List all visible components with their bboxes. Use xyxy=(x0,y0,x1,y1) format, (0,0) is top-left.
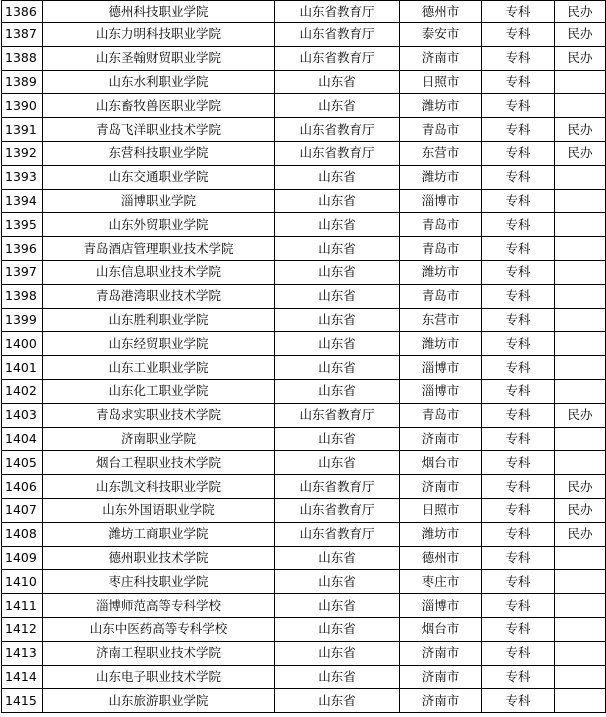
city-cell: 德州市 xyxy=(400,546,482,570)
school-name-cell: 德州科技职业学院 xyxy=(43,1,275,23)
row-number-cell: 1400 xyxy=(2,332,43,356)
city-cell: 济南市 xyxy=(400,641,482,665)
ownership-cell: 民办 xyxy=(555,475,606,499)
city-cell: 济南市 xyxy=(400,689,482,713)
table-row xyxy=(2,237,606,261)
ownership-cell xyxy=(555,94,606,118)
authority-cell: 山东省 xyxy=(275,237,400,261)
ownership-cell xyxy=(555,665,606,689)
city-cell: 德州市 xyxy=(400,1,482,23)
level-cell: 专科 xyxy=(482,213,555,237)
table-row xyxy=(2,260,606,284)
table-row xyxy=(2,665,606,689)
school-name-cell: 德州职业技术学院 xyxy=(43,546,275,570)
ownership-cell: 民办 xyxy=(555,498,606,522)
table-row xyxy=(2,165,606,189)
authority-cell: 山东省 xyxy=(275,546,400,570)
school-name-cell: 山东信息职业技术学院 xyxy=(43,260,275,284)
ownership-cell xyxy=(555,70,606,94)
level-cell: 专科 xyxy=(482,403,555,427)
row-number-cell: 1407 xyxy=(2,498,43,522)
level-cell: 专科 xyxy=(482,617,555,641)
table-row xyxy=(2,284,606,308)
school-name-cell: 枣庄科技职业学院 xyxy=(43,570,275,594)
table-row xyxy=(2,641,606,665)
level-cell: 专科 xyxy=(482,94,555,118)
level-cell: 专科 xyxy=(482,332,555,356)
authority-cell: 山东省教育厅 xyxy=(275,118,400,142)
table-row xyxy=(2,570,606,594)
level-cell: 专科 xyxy=(482,141,555,165)
row-number-cell: 1387 xyxy=(2,23,43,47)
ownership-cell xyxy=(555,379,606,403)
ownership-cell xyxy=(555,427,606,451)
table-row xyxy=(2,189,606,213)
authority-cell: 山东省 xyxy=(275,570,400,594)
ownership-cell xyxy=(555,165,606,189)
city-cell: 潍坊市 xyxy=(400,260,482,284)
school-name-cell: 山东外国语职业学院 xyxy=(43,498,275,522)
school-name-cell: 济南职业学院 xyxy=(43,427,275,451)
ownership-cell: 民办 xyxy=(555,23,606,47)
ownership-cell: 民办 xyxy=(555,141,606,165)
authority-cell: 山东省 xyxy=(275,332,400,356)
authority-cell: 山东省 xyxy=(275,189,400,213)
school-name-cell: 山东圣翰财贸职业学院 xyxy=(43,46,275,70)
school-name-cell: 山东工业职业学院 xyxy=(43,356,275,380)
row-number-cell: 1397 xyxy=(2,260,43,284)
table-row xyxy=(2,403,606,427)
row-number-cell: 1402 xyxy=(2,379,43,403)
table-row xyxy=(2,522,606,546)
school-name-cell: 青岛酒店管理职业技术学院 xyxy=(43,237,275,261)
authority-cell: 山东省教育厅 xyxy=(275,403,400,427)
level-cell: 专科 xyxy=(482,475,555,499)
city-cell: 青岛市 xyxy=(400,118,482,142)
level-cell: 专科 xyxy=(482,570,555,594)
table-row xyxy=(2,617,606,641)
row-number-cell: 1392 xyxy=(2,141,43,165)
row-number-cell: 1394 xyxy=(2,189,43,213)
row-number-cell: 1412 xyxy=(2,617,43,641)
ownership-cell xyxy=(555,260,606,284)
table-row xyxy=(2,356,606,380)
row-number-cell: 1388 xyxy=(2,46,43,70)
level-cell: 专科 xyxy=(482,284,555,308)
school-name-cell: 山东凯文科技职业学院 xyxy=(43,475,275,499)
table-row xyxy=(2,475,606,499)
ownership-cell: 民办 xyxy=(555,1,606,23)
table-row xyxy=(2,379,606,403)
level-cell: 专科 xyxy=(482,165,555,189)
school-name-cell: 山东交通职业学院 xyxy=(43,165,275,189)
row-number-cell: 1413 xyxy=(2,641,43,665)
authority-cell: 山东省 xyxy=(275,165,400,189)
level-cell: 专科 xyxy=(482,1,555,23)
authority-cell: 山东省教育厅 xyxy=(275,141,400,165)
school-name-cell: 山东旅游职业学院 xyxy=(43,689,275,713)
ownership-cell xyxy=(555,617,606,641)
authority-cell: 山东省 xyxy=(275,70,400,94)
level-cell: 专科 xyxy=(482,427,555,451)
school-name-cell: 青岛港湾职业技术学院 xyxy=(43,284,275,308)
authority-cell: 山东省 xyxy=(275,617,400,641)
authority-cell: 山东省 xyxy=(275,260,400,284)
table-row xyxy=(2,70,606,94)
school-name-cell: 山东化工职业学院 xyxy=(43,379,275,403)
city-cell: 潍坊市 xyxy=(400,165,482,189)
row-number-cell: 1396 xyxy=(2,237,43,261)
ownership-cell xyxy=(555,308,606,332)
table-row xyxy=(2,451,606,475)
table-row xyxy=(2,498,606,522)
row-number-cell: 1393 xyxy=(2,165,43,189)
ownership-cell xyxy=(555,641,606,665)
table-row xyxy=(2,46,606,70)
city-cell: 青岛市 xyxy=(400,213,482,237)
ownership-cell: 民办 xyxy=(555,118,606,142)
city-cell: 淄博市 xyxy=(400,379,482,403)
row-number-cell: 1411 xyxy=(2,594,43,618)
school-name-cell: 淄博师范高等专科学校 xyxy=(43,594,275,618)
ownership-cell: 民办 xyxy=(555,403,606,427)
school-name-cell: 山东力明科技职业学院 xyxy=(43,23,275,47)
ownership-cell xyxy=(555,689,606,713)
authority-cell: 山东省教育厅 xyxy=(275,522,400,546)
city-cell: 济南市 xyxy=(400,475,482,499)
city-cell: 烟台市 xyxy=(400,451,482,475)
authority-cell: 山东省 xyxy=(275,594,400,618)
ownership-cell: 民办 xyxy=(555,46,606,70)
school-name-cell: 东营科技职业学院 xyxy=(43,141,275,165)
row-number-cell: 1399 xyxy=(2,308,43,332)
row-number-cell: 1414 xyxy=(2,665,43,689)
row-number-cell: 1409 xyxy=(2,546,43,570)
school-name-cell: 济南工程职业技术学院 xyxy=(43,641,275,665)
row-number-cell: 1406 xyxy=(2,475,43,499)
city-cell: 东营市 xyxy=(400,308,482,332)
level-cell: 专科 xyxy=(482,237,555,261)
city-cell: 济南市 xyxy=(400,46,482,70)
authority-cell: 山东省 xyxy=(275,356,400,380)
table-row xyxy=(2,594,606,618)
level-cell: 专科 xyxy=(482,451,555,475)
level-cell: 专科 xyxy=(482,522,555,546)
ownership-cell xyxy=(555,594,606,618)
authority-cell: 山东省教育厅 xyxy=(275,475,400,499)
school-name-cell: 山东胜利职业学院 xyxy=(43,308,275,332)
city-cell: 东营市 xyxy=(400,141,482,165)
level-cell: 专科 xyxy=(482,189,555,213)
row-number-cell: 1408 xyxy=(2,522,43,546)
level-cell: 专科 xyxy=(482,689,555,713)
ownership-cell xyxy=(555,237,606,261)
authority-cell: 山东省教育厅 xyxy=(275,1,400,23)
ownership-cell xyxy=(555,546,606,570)
table-body xyxy=(2,1,606,713)
level-cell: 专科 xyxy=(482,665,555,689)
city-cell: 青岛市 xyxy=(400,237,482,261)
authority-cell: 山东省 xyxy=(275,427,400,451)
row-number-cell: 1410 xyxy=(2,570,43,594)
school-name-cell: 淄博职业学院 xyxy=(43,189,275,213)
city-cell: 济南市 xyxy=(400,427,482,451)
row-number-cell: 1390 xyxy=(2,94,43,118)
row-number-cell: 1405 xyxy=(2,451,43,475)
school-name-cell: 山东电子职业技术学院 xyxy=(43,665,275,689)
level-cell: 专科 xyxy=(482,356,555,380)
authority-cell: 山东省 xyxy=(275,284,400,308)
table-row xyxy=(2,94,606,118)
ownership-cell xyxy=(555,570,606,594)
city-cell: 济南市 xyxy=(400,665,482,689)
city-cell: 淄博市 xyxy=(400,356,482,380)
level-cell: 专科 xyxy=(482,641,555,665)
city-cell: 潍坊市 xyxy=(400,522,482,546)
authority-cell: 山东省教育厅 xyxy=(275,498,400,522)
level-cell: 专科 xyxy=(482,594,555,618)
authority-cell: 山东省教育厅 xyxy=(275,23,400,47)
level-cell: 专科 xyxy=(482,23,555,47)
table-row xyxy=(2,141,606,165)
school-name-cell: 青岛求实职业技术学院 xyxy=(43,403,275,427)
city-cell: 潍坊市 xyxy=(400,332,482,356)
school-name-cell: 山东水利职业学院 xyxy=(43,70,275,94)
table-row xyxy=(2,118,606,142)
authority-cell: 山东省 xyxy=(275,689,400,713)
row-number-cell: 1395 xyxy=(2,213,43,237)
school-name-cell: 山东畜牧兽医职业学院 xyxy=(43,94,275,118)
school-name-cell: 烟台工程职业技术学院 xyxy=(43,451,275,475)
authority-cell: 山东省 xyxy=(275,451,400,475)
ownership-cell xyxy=(555,213,606,237)
city-cell: 枣庄市 xyxy=(400,570,482,594)
table-row xyxy=(2,689,606,713)
table-row xyxy=(2,1,606,23)
authority-cell: 山东省 xyxy=(275,641,400,665)
table-row xyxy=(2,332,606,356)
authority-cell: 山东省 xyxy=(275,379,400,403)
level-cell: 专科 xyxy=(482,46,555,70)
table-row xyxy=(2,23,606,47)
table-row xyxy=(2,308,606,332)
authority-cell: 山东省 xyxy=(275,213,400,237)
row-number-cell: 1401 xyxy=(2,356,43,380)
row-number-cell: 1386 xyxy=(2,1,43,23)
level-cell: 专科 xyxy=(482,260,555,284)
row-number-cell: 1398 xyxy=(2,284,43,308)
table-row xyxy=(2,213,606,237)
authority-cell: 山东省教育厅 xyxy=(275,46,400,70)
level-cell: 专科 xyxy=(482,379,555,403)
ownership-cell xyxy=(555,356,606,380)
city-cell: 淄博市 xyxy=(400,594,482,618)
school-name-cell: 潍坊工商职业学院 xyxy=(43,522,275,546)
school-name-cell: 山东经贸职业学院 xyxy=(43,332,275,356)
authority-cell: 山东省 xyxy=(275,308,400,332)
school-name-cell: 青岛飞洋职业技术学院 xyxy=(43,118,275,142)
city-cell: 泰安市 xyxy=(400,23,482,47)
ownership-cell xyxy=(555,451,606,475)
level-cell: 专科 xyxy=(482,308,555,332)
city-cell: 日照市 xyxy=(400,498,482,522)
level-cell: 专科 xyxy=(482,498,555,522)
city-cell: 日照市 xyxy=(400,70,482,94)
authority-cell: 山东省 xyxy=(275,665,400,689)
row-number-cell: 1389 xyxy=(2,70,43,94)
schools-table xyxy=(1,0,606,713)
school-name-cell: 山东外贸职业学院 xyxy=(43,213,275,237)
authority-cell: 山东省 xyxy=(275,94,400,118)
row-number-cell: 1403 xyxy=(2,403,43,427)
ownership-cell xyxy=(555,284,606,308)
row-number-cell: 1415 xyxy=(2,689,43,713)
ownership-cell xyxy=(555,189,606,213)
level-cell: 专科 xyxy=(482,70,555,94)
table-row xyxy=(2,427,606,451)
city-cell: 潍坊市 xyxy=(400,94,482,118)
school-name-cell: 山东中医药高等专科学校 xyxy=(43,617,275,641)
table-row xyxy=(2,546,606,570)
city-cell: 青岛市 xyxy=(400,284,482,308)
level-cell: 专科 xyxy=(482,118,555,142)
city-cell: 青岛市 xyxy=(400,403,482,427)
city-cell: 烟台市 xyxy=(400,617,482,641)
row-number-cell: 1404 xyxy=(2,427,43,451)
row-number-cell: 1391 xyxy=(2,118,43,142)
city-cell: 淄博市 xyxy=(400,189,482,213)
ownership-cell: 民办 xyxy=(555,522,606,546)
level-cell: 专科 xyxy=(482,546,555,570)
ownership-cell xyxy=(555,332,606,356)
